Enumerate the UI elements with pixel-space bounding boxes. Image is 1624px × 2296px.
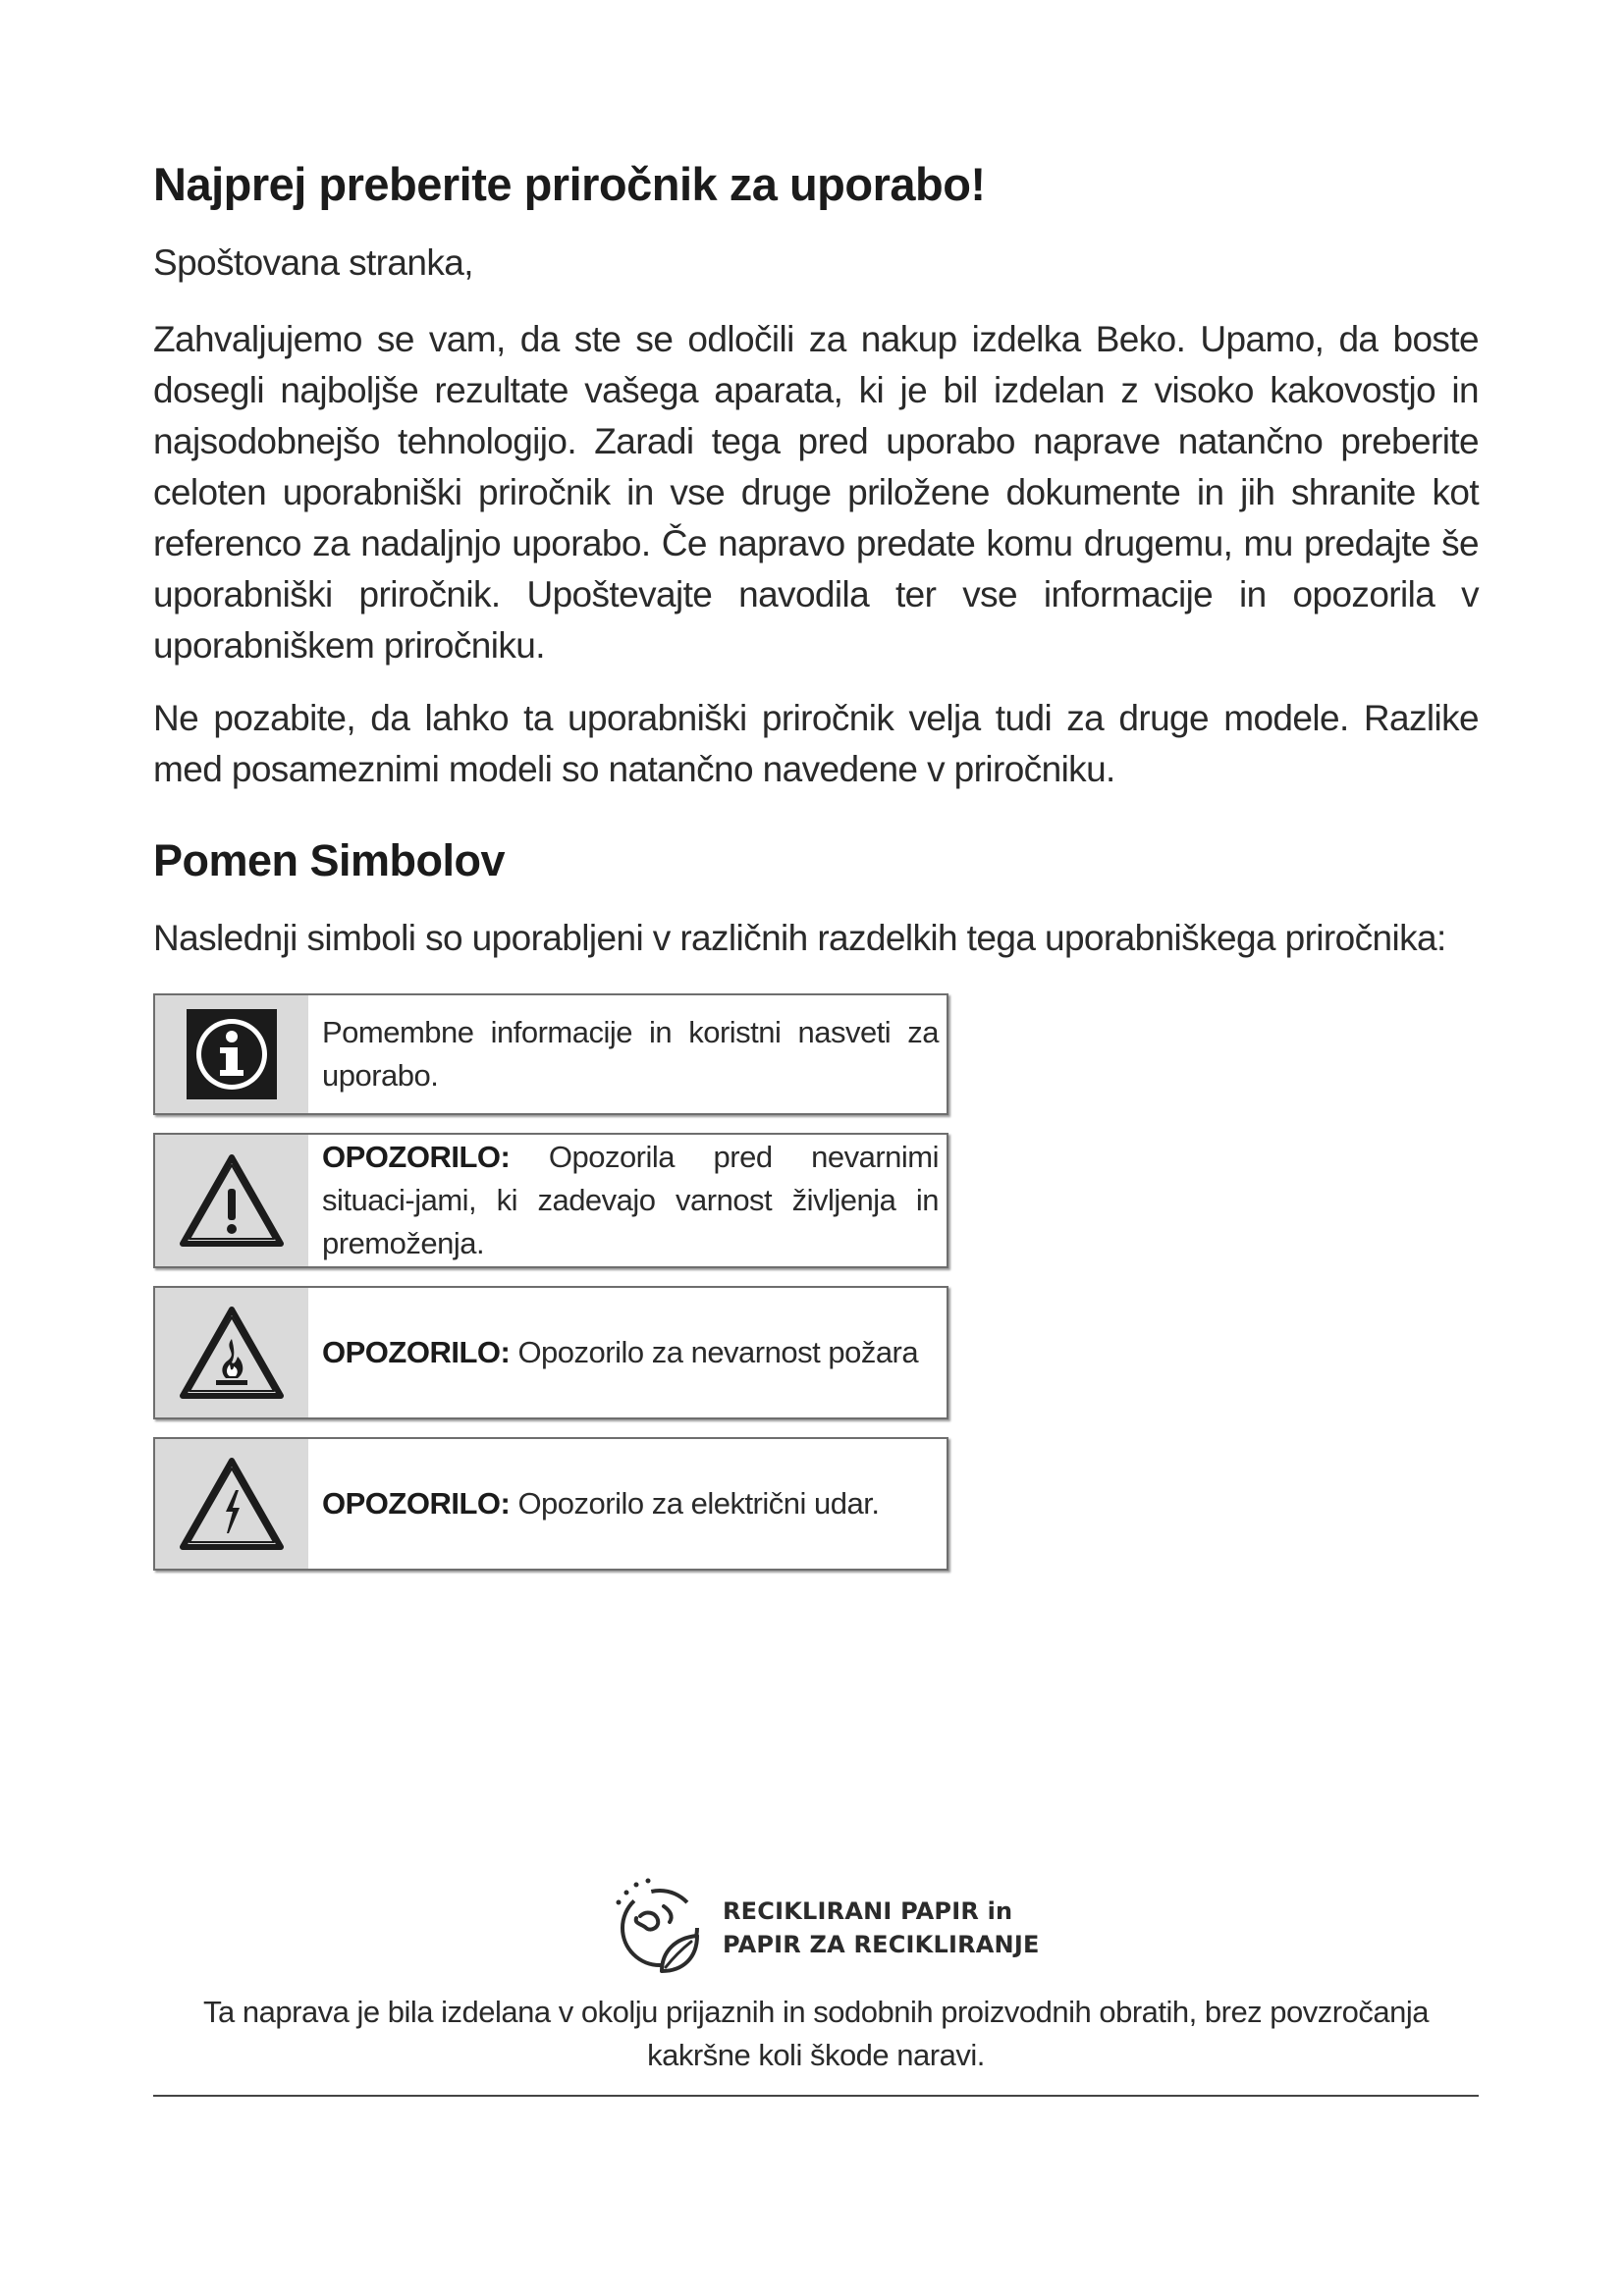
symbols-heading: Pomen Simbolov	[153, 835, 506, 886]
footer-divider	[153, 2095, 1479, 2097]
symbols-intro: Naslednji simboli so uporabljeni v različnih razdelkih tega uporabniškega priročnika:	[153, 918, 1446, 959]
symbol-fire-box	[153, 1286, 948, 1419]
manual-page	[153, 157, 1479, 1588]
info-text: Pomembne informacije in koristni nasveti za uporabo.	[322, 1015, 939, 1094]
greeting: Spoštovana stranka,	[153, 242, 473, 284]
fire-label: OPOZORILO:	[322, 1335, 511, 1370]
recycled-paper-icon	[605, 1873, 715, 1983]
electric-label: OPOZORILO:	[322, 1486, 511, 1522]
symbol-electric-box	[153, 1437, 948, 1571]
warning-triangle-icon	[155, 1135, 308, 1266]
page-title: Najprej preberite priročnik za uporabo!	[153, 158, 986, 210]
models-note-paragraph: Ne pozabite, da lahko ta uporabniški priročnik velja tudi za druge modele. Razlike med posameznimi modeli so natančno navedene v priročniku.	[153, 698, 1479, 790]
recycled-paper-badge	[605, 1869, 1047, 1987]
symbol-info-box	[153, 993, 948, 1115]
electric-text: Opozorilo za električni udar.	[510, 1486, 880, 1522]
electric-shock-icon	[155, 1439, 308, 1569]
symbols-list	[153, 993, 948, 1571]
warning-text: Opozorila pred nevarnimi situaci-jami, ki zadevajo varnost življenja in premoženja.	[322, 1140, 939, 1261]
fire-hazard-icon	[155, 1288, 308, 1417]
symbol-warning-box	[153, 1133, 948, 1268]
intro-paragraph: Zahvaljujemo se vam, da ste se odločili za nakup izdelka Beko. Upamo, da boste dosegli najboljše rezultate vašega aparata, ki je bil izdelan z visoko kakovostjo in najsodobnejšo tehnologijo. Zaradi tega pred uporabo naprave natančno preberite celoten uporabniški priročnik in vse druge priložene dokumente in jih shranite kot referenco za nadaljnjo uporabo. Če napravo predate komu drugemu, mu predajte še uporabniški priročnik. Upoštevajte navodila ter vse informacije in opozorila v uporabniškem priročniku.	[153, 319, 1479, 667]
recycle-line-2: PAPIR ZA RECIKLIRANJE	[723, 1931, 1040, 1958]
eco-statement: Ta naprava je bila izdelana v okolju prijaznih in sodobnih proizvodnih obratih, brez povzročanja kakršne koli škode naravi.	[203, 1995, 1429, 2072]
info-icon	[155, 995, 308, 1113]
warning-label: OPOZORILO:	[322, 1140, 511, 1175]
recycle-line-1: RECIKLIRANI PAPIR in	[723, 1897, 1013, 1925]
fire-text: Opozorilo za nevarnost požara	[510, 1335, 919, 1370]
